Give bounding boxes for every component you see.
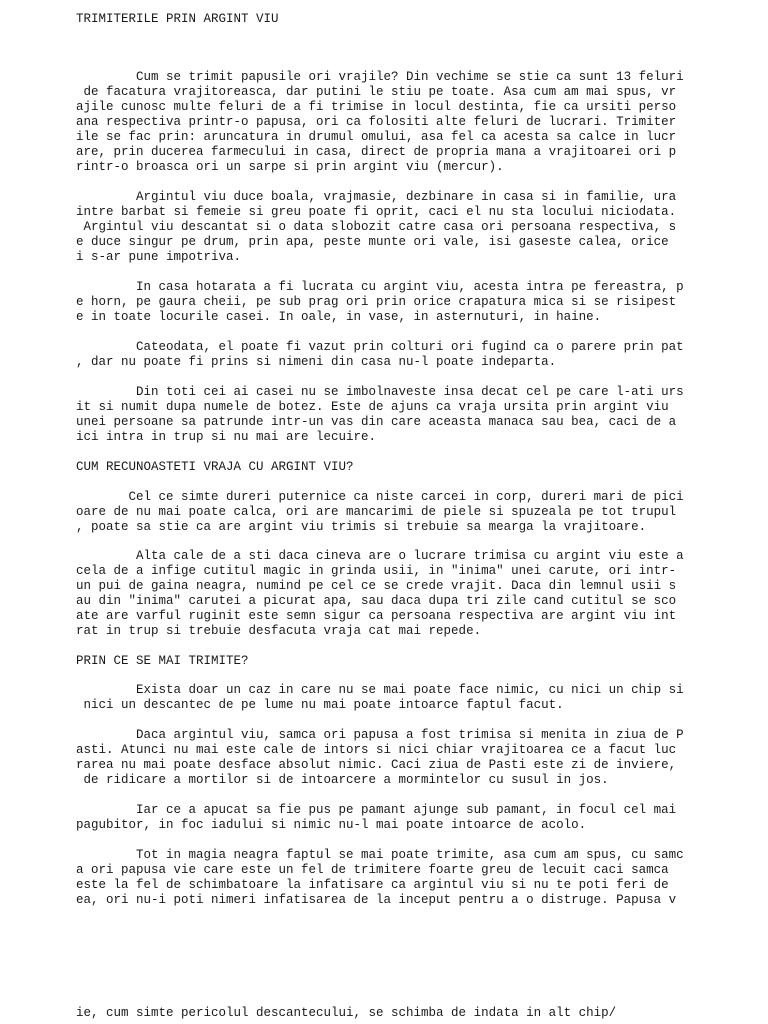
text-line: rarea nu mai poate desface absolut nimic. Caci ziua de Pasti este zi de inviere,: [76, 758, 677, 772]
text-line: ajile cunosc multe feluri de a fi trimise in locul destinta, fie ca ursiti perso: [76, 100, 677, 114]
text-line: un pui de gaina neagra, numind pe cel ce se crede vrajit. Daca din lemnul usii s: [76, 579, 677, 593]
text-line: Iar ce a apucat sa fie pus pe pamant ajunge sub pamant, in focul cel mai: [76, 803, 677, 817]
text-line: , poate sa stie ca are argint viu trimis si trebuie sa mearga la vrajitoare.: [76, 520, 647, 534]
text-line: In casa hotarata a fi lucrata cu argint viu, acesta intra pe fereastra, p: [76, 280, 684, 294]
text-line: cela de a infige cutitul magic in grinda usii, in "inima" unei carute, ori intr-: [76, 564, 677, 578]
text-line: ate are varful ruginit este semn sigur ca persoana respectiva are argint viu int: [76, 609, 677, 623]
text-line: ile se fac prin: aruncatura in drumul omului, asa fel ca acesta sa calce in lucr: [76, 130, 677, 144]
section-heading: CUM RECUNOASTETI VRAJA CU ARGINT VIU?: [76, 460, 354, 474]
text-line: ea, ori nu-i poti nimeri infatisarea de la inceput pentru a o distruge. Papusa v: [76, 893, 677, 907]
text-line: intre barbat si femeie si greu poate fi oprit, caci el nu sta locului niciodata.: [76, 205, 677, 219]
text-line: i s-ar pune impotriva.: [76, 250, 242, 264]
text-line: are, prin ducerea farmecului in casa, direct de propria mana a vrajitoarei ori p: [76, 145, 677, 159]
text-line: de facatura vrajitoreasca, dar putini le stiu pe toate. Asa cum am mai spus, vr: [76, 85, 677, 99]
text-line: Daca argintul viu, samca ori papusa a fost trimisa si menita in ziua de P: [76, 728, 684, 742]
text-line: it si numit dupa numele de botez. Este de ajuns ca vraja ursita prin argint viu: [76, 400, 669, 414]
text-line: Exista doar un caz in care nu se mai poate face nimic, cu nici un chip si: [76, 683, 684, 697]
text-line: nici un descantec de pe lume nu mai poate intoarce faptul facut.: [76, 698, 564, 712]
text-line: asti. Atunci nu mai este cale de intors si nici chiar vrajitoarea ce a facut luc: [76, 743, 677, 757]
text-line: e in toate locurile casei. In oale, in vase, in asternuturi, in haine.: [76, 310, 602, 324]
text-line: ici intra in trup si nu mai are lecuire.: [76, 430, 377, 444]
text-line: Cateodata, el poate fi vazut prin colturi ori fugind ca o parere prin pat: [76, 340, 684, 354]
text-line: Argintul viu descantat si o data slobozit catre casa ori persoana respectiva, s: [76, 220, 677, 234]
text-line: Tot in magia neagra faptul se mai poate trimite, asa cum am spus, cu samc: [76, 848, 684, 862]
text-line: Argintul viu duce boala, vrajmasie, dezbinare in casa si in familie, ura: [76, 190, 677, 204]
text-line: Cel ce simte dureri puternice ca niste carcei in corp, dureri mari de pici: [76, 490, 684, 504]
text-line: unei persoane sa patrunde intr-un vas din care aceasta manaca sau bea, caci de a: [76, 415, 677, 429]
text-line: a ori papusa vie care este un fel de trimitere foarte greu de lecuit caci samca: [76, 863, 669, 877]
text-line: de ridicare a mortilor si de intoarcere a mormintelor cu susul in jos.: [76, 773, 609, 787]
text-line: Cum se trimit papusile ori vrajile? Din vechime se stie ca sunt 13 feluri: [76, 70, 684, 84]
text-line: rintr-o broasca ori un sarpe si prin argint viu (mercur).: [76, 160, 504, 174]
text-line: oare de nu mai poate calca, ori are mancarimi de piele si spuzeala pe tot trupul: [76, 505, 677, 519]
text-line: , dar nu poate fi prins si nimeni din casa nu-l poate indeparta.: [76, 355, 557, 369]
text-line: pagubitor, in foc iadului si nimic nu-l mai poate intoarce de acolo.: [76, 818, 587, 832]
text-line: au din "inima" carutei a picurat apa, sau daca dupa tri zile cand cutitul se sco: [76, 594, 677, 608]
text-line: ie, cum simte pericolul descantecului, se schimba de indata in alt chip/: [76, 1006, 617, 1020]
text-line: rat in trup si trebuie desfacuta vraja cat mai repede.: [76, 624, 482, 638]
text-line: Alta cale de a sti daca cineva are o lucrare trimisa cu argint viu este a: [76, 549, 684, 563]
text-line: e horn, pe gaura cheii, pe sub prag ori prin orice crapatura mica si se risipest: [76, 295, 677, 309]
text-line: ana respectiva printr-o papusa, ori ca folositi alte feluri de lucrari. Trimiter: [76, 115, 677, 129]
text-line: este la fel de schimbatoare la infatisare ca argintul viu si nu te poti feri de: [76, 878, 669, 892]
text-line: Din toti cei ai casei nu se imbolnaveste insa decat cel pe care l-ati urs: [76, 385, 684, 399]
text-line: e duce singur pe drum, prin apa, peste munte ori vale, isi gaseste calea, orice: [76, 235, 669, 249]
section-heading: PRIN CE SE MAI TRIMITE?: [76, 654, 249, 668]
document-title: TRIMITERILE PRIN ARGINT VIU: [76, 12, 279, 26]
